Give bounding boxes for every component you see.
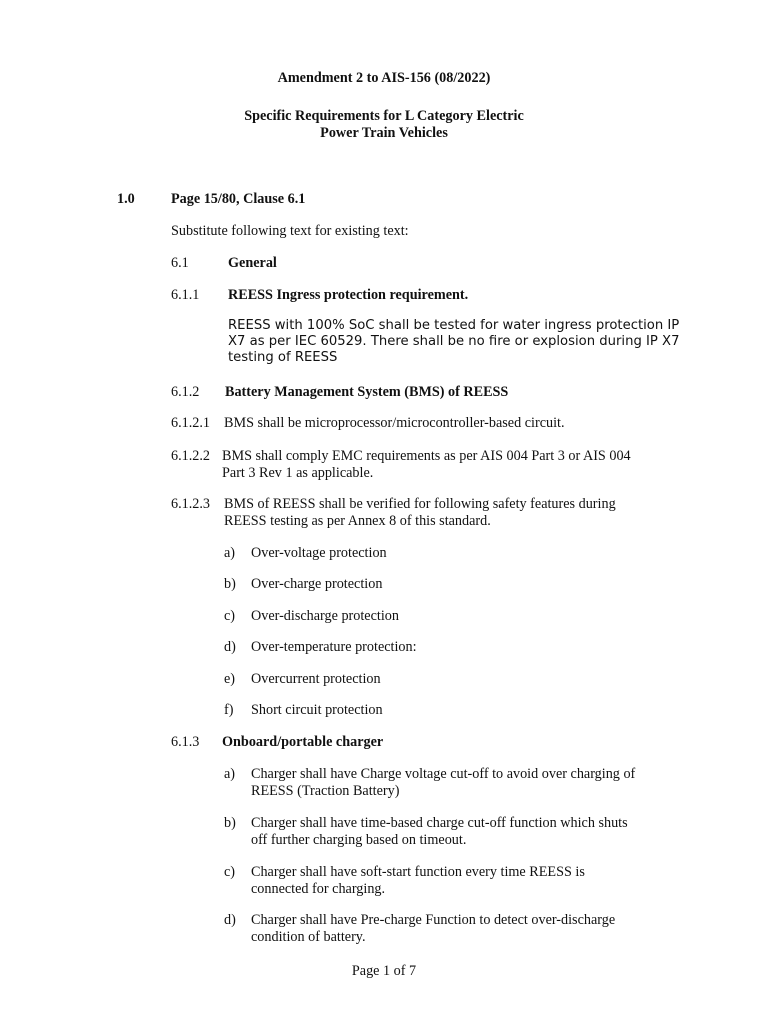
list-item-text-line: off further charging based on timeout. xyxy=(251,832,467,848)
list-item-text-line: connected for charging. xyxy=(251,881,386,897)
list-item-label: f) xyxy=(224,702,234,718)
section-heading: Page 15/80, Clause 6.1 xyxy=(171,191,306,207)
subclause-number: 6.1.2.2 xyxy=(171,448,211,464)
list-item-text-line: Charger shall have Charge voltage cut-off to avoid over charging of xyxy=(251,766,636,782)
list-item-text-line: condition of battery. xyxy=(251,929,366,945)
clause-text-line: X7 as per IEC 60529. There shall be no fire or explosion during IP X7 xyxy=(228,334,680,349)
list-item-label: e) xyxy=(224,671,236,687)
clause-title: General xyxy=(228,255,277,271)
amendment-title: Amendment 2 to AIS-156 (08/2022) xyxy=(277,70,491,86)
section-instruction: Substitute following text for existing text: xyxy=(171,223,409,239)
clause-number: 6.1 xyxy=(171,255,189,271)
clause-number: 6.1.3 xyxy=(171,734,200,750)
list-item-label: c) xyxy=(224,608,236,624)
document-subtitle-line2: Power Train Vehicles xyxy=(320,125,448,141)
list-item-text-line: Charger shall have time-based charge cut-off function which shuts xyxy=(251,815,628,831)
subclause-text: BMS shall be microprocessor/microcontroller-based circuit. xyxy=(224,415,565,431)
list-item-label: d) xyxy=(224,639,236,655)
subclause-text-line: BMS of REESS shall be verified for following safety features during xyxy=(224,496,616,512)
list-item-text: Over-discharge protection xyxy=(251,608,399,624)
subclause-text-line: Part 3 Rev 1 as applicable. xyxy=(222,465,374,481)
list-item-text-line: Charger shall have soft-start function every time REESS is xyxy=(251,864,585,880)
subclause-number: 6.1.2.1 xyxy=(171,415,211,431)
list-item-label: b) xyxy=(224,576,236,592)
list-item-label: a) xyxy=(224,766,236,782)
list-item-text-line: Charger shall have Pre-charge Function to detect over-discharge xyxy=(251,912,616,928)
list-item-text: Short circuit protection xyxy=(251,702,383,718)
list-item-label: b) xyxy=(224,815,236,831)
clause-title: Battery Management System (BMS) of REESS xyxy=(225,384,509,400)
clause-text-line: testing of REESS xyxy=(228,350,338,365)
clause-text-line: REESS with 100% SoC shall be tested for water ingress protection IP xyxy=(228,318,680,333)
subclause-text-line: REESS testing as per Annex 8 of this standard. xyxy=(224,513,491,529)
section-number: 1.0 xyxy=(117,191,135,207)
subclause-number: 6.1.2.3 xyxy=(171,496,211,512)
clause-number: 6.1.2 xyxy=(171,384,200,400)
list-item-text: Over-charge protection xyxy=(251,576,383,592)
list-item-text: Over-temperature protection: xyxy=(251,639,417,655)
subclause-text-line: BMS shall comply EMC requirements as per AIS 004 Part 3 or AIS 004 xyxy=(222,448,631,464)
list-item-text-line: REESS (Traction Battery) xyxy=(251,783,400,799)
list-item-text: Over-voltage protection xyxy=(251,545,387,561)
list-item-label: d) xyxy=(224,912,236,928)
document-subtitle-line1: Specific Requirements for L Category Electric xyxy=(244,108,524,124)
list-item-label: a) xyxy=(224,545,236,561)
list-item-label: c) xyxy=(224,864,236,880)
list-item-text: Overcurrent protection xyxy=(251,671,381,687)
clause-title: Onboard/portable charger xyxy=(222,734,384,750)
clause-title: REESS Ingress protection requirement. xyxy=(228,287,469,303)
page-number: Page 1 of 7 xyxy=(351,963,417,979)
clause-number: 6.1.1 xyxy=(171,287,200,303)
